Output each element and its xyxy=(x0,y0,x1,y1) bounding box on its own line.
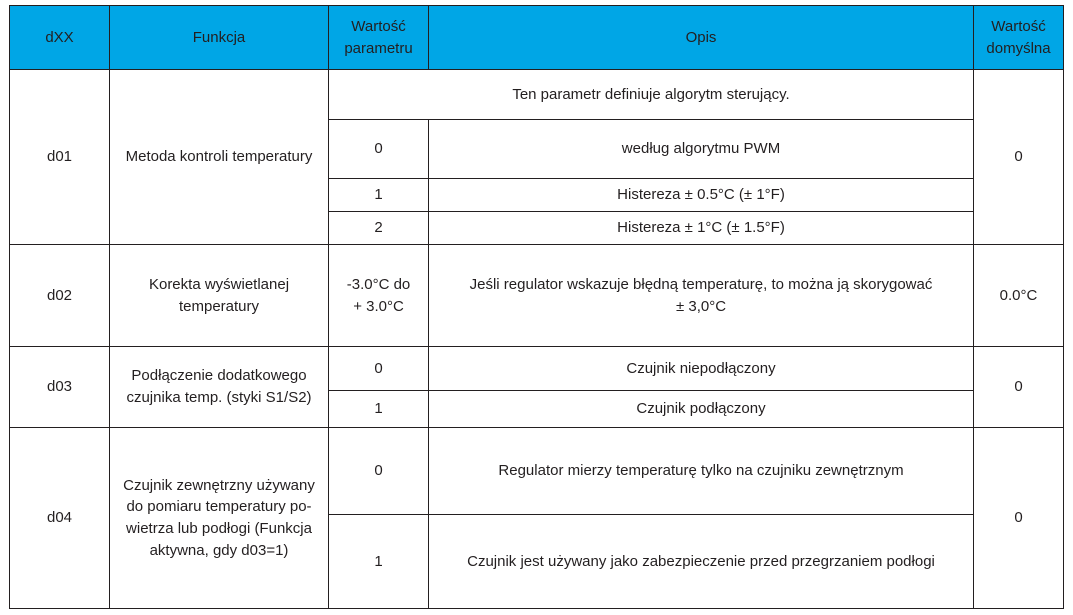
default-cell: 0 xyxy=(974,428,1064,609)
code-cell: d03 xyxy=(10,347,110,428)
function-cell: Czujnik zewnętrzny używany do pomiaru temperatury po- wietrza lub podłogi (Funkcja aktywna, gdy d03=1) xyxy=(110,428,329,609)
description-cell: Regulator mierzy temperaturę tylko na czujniku zewnętrznym xyxy=(429,428,974,515)
description-cell: Histereza ± 1°C (± 1.5°F) xyxy=(429,212,974,245)
description-cell: Jeśli regulator wskazuje błędną temperaturę, to można ją skorygować ± 3,0°C xyxy=(429,245,974,347)
default-cell: 0 xyxy=(974,70,1064,245)
value-cell: 2 xyxy=(329,212,429,245)
table-row xyxy=(10,70,1064,120)
value-cell: 1 xyxy=(329,515,429,609)
function-cell: Metoda kontroli temperatury xyxy=(110,70,329,245)
header-row xyxy=(10,6,1064,70)
code-cell: d04 xyxy=(10,428,110,609)
description-cell: Ten parametr definiuje algorytm sterujący. xyxy=(329,70,974,120)
header-code: dXX xyxy=(10,6,110,70)
header-description: Opis xyxy=(429,6,974,70)
default-cell: 0 xyxy=(974,347,1064,428)
value-cell: -3.0°C do + 3.0°C xyxy=(329,245,429,347)
code-cell: d02 xyxy=(10,245,110,347)
description-cell: Czujnik niepodłączony xyxy=(429,347,974,391)
header-default-value: Wartość domyślna xyxy=(974,6,1064,70)
header-function: Funkcja xyxy=(110,6,329,70)
parameter-table xyxy=(9,5,1064,609)
value-cell: 1 xyxy=(329,179,429,212)
description-cell: Histereza ± 0.5°C (± 1°F) xyxy=(429,179,974,212)
value-cell: 0 xyxy=(329,120,429,179)
description-cell: według algorytmu PWM xyxy=(429,120,974,179)
default-cell: 0.0°C xyxy=(974,245,1064,347)
table-row xyxy=(10,347,1064,391)
function-cell: Korekta wyświetlanej temperatury xyxy=(110,245,329,347)
description-cell: Czujnik podłączony xyxy=(429,391,974,428)
description-cell: Czujnik jest używany jako zabezpieczenie przed przegrzaniem podłogi xyxy=(429,515,974,609)
value-cell: 1 xyxy=(329,391,429,428)
table-row xyxy=(10,428,1064,515)
header-parameter-value: Wartość parametru xyxy=(329,6,429,70)
table-row xyxy=(10,245,1064,347)
function-cell: Podłączenie dodatkowego czujnika temp. (styki S1/S2) xyxy=(110,347,329,428)
value-cell: 0 xyxy=(329,428,429,515)
value-cell: 0 xyxy=(329,347,429,391)
code-cell: d01 xyxy=(10,70,110,245)
